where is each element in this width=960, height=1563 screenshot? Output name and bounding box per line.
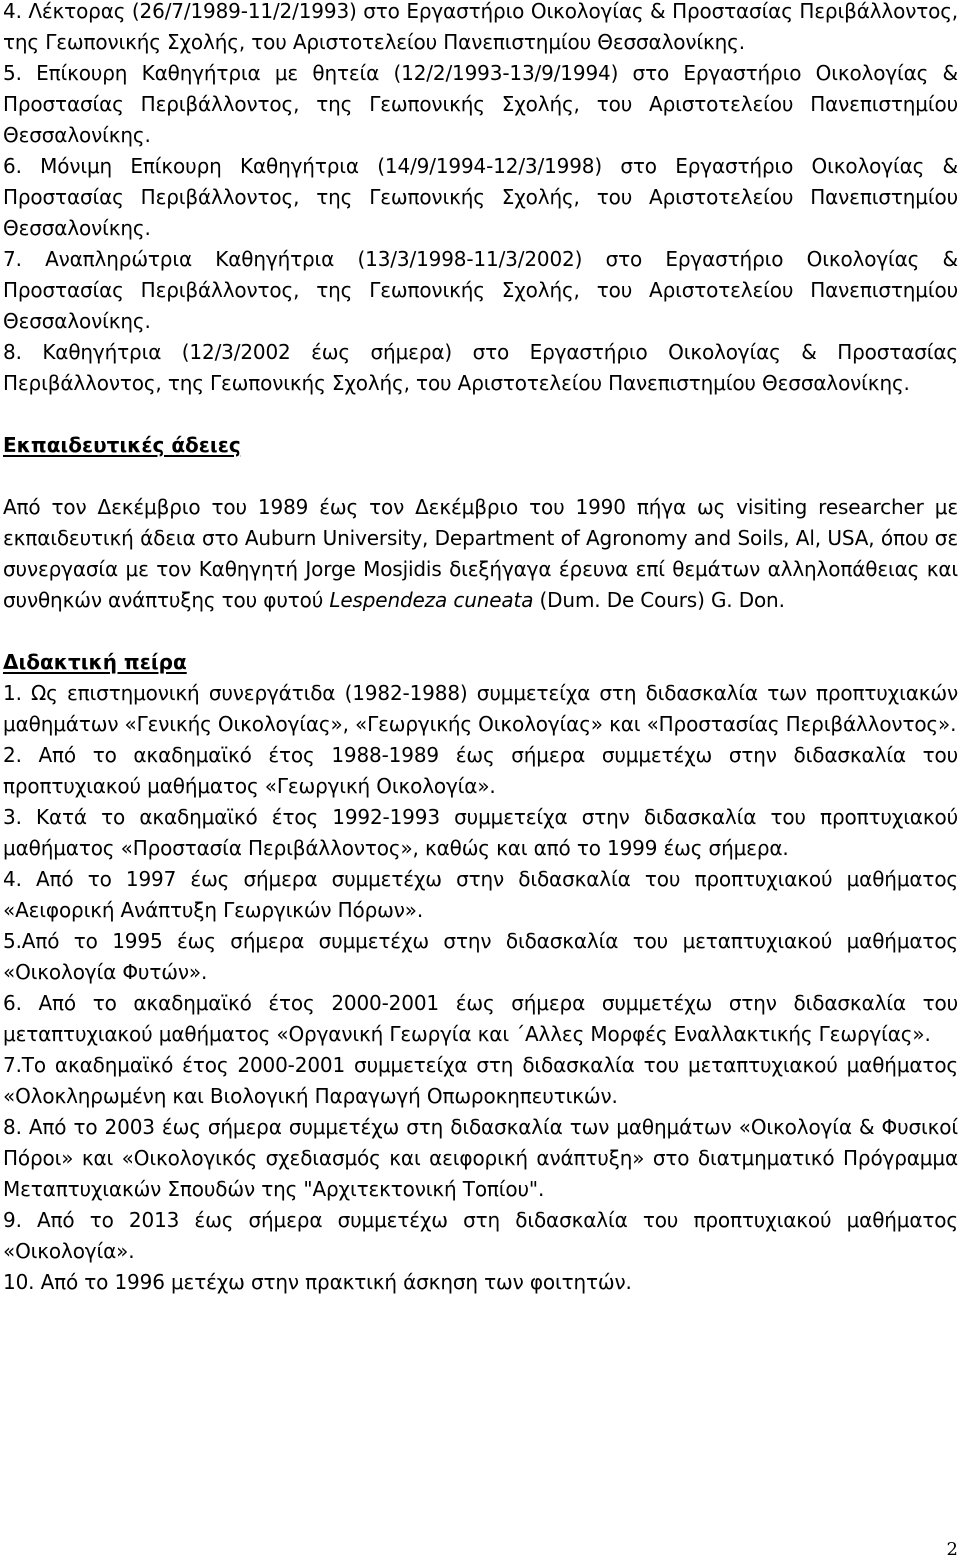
career-item: 5. Επίκουρη Καθηγήτρια με θητεία (12/2/1993-13/9/1994) στο Εργαστήριο Οικολογίας & Προστασίας Περιβάλλοντος, της Γεωπονικής Σχολής, του Αριστοτελείου Πανεπιστημίου Θεσσαλονίκης. <box>3 61 958 147</box>
teaching-item: 9. Από το 2013 έως σήμερα συμμετέχω στη διδασκαλία του προπτυχιακού μαθήματος «Οικολογία». <box>3 1208 958 1263</box>
document-page <box>3 0 958 1298</box>
career-item: 8. Καθηγήτρια (12/3/2002 έως σήμερα) στο Εργαστήριο Οικολογίας & Προστασίας Περιβάλλοντος, της Γεωπονικής Σχολής, του Αριστοτελείου Πανεπιστημίου Θεσσαλονίκης. <box>3 340 958 395</box>
teaching-item: 6. Από το ακαδημαϊκό έτος 2000-2001 έως σήμερα συμμετέχω στην διδασκαλία του μεταπτυχιακού μαθήματος «Οργανική Γεωργία και ΄Αλλες Μορφές Εναλλακτικής Γεωργίας». <box>3 991 958 1046</box>
teaching-item: 5.Από το 1995 έως σήμερα συμμετέχω στην διδασκαλία του μεταπτυχιακού μαθήματος «Οικολογία Φυτών». <box>3 929 958 984</box>
teaching-item: 1. Ως επιστημονική συνεργάτιδα (1982-1988) συμμετείχα στη διδασκαλία των προπτυχιακών μαθημάτων «Γενικής Οικολογίας», «Γεωργικής Οικολογίας» και «Προστασίας Περιβάλλοντος». <box>3 681 958 736</box>
leave-text-before: Από τον Δεκέμβριο του 1989 έως τον Δεκέμβριο του 1990 πήγα ως visiting researcher με εκπαιδευτική άδεια στο Auburn University, Department of Agronomy and Soils, Al, USA, όπου σε συνεργασία με τον Καθηγητή Jorge Mosjidis διεξήγαγα έρευνα επί θεμάτων αλληλοπάθειας και συνθηκών ανάπτυξης του φυτού <box>3 495 958 612</box>
career-list <box>3 0 958 399</box>
page-number: 2 <box>946 1539 958 1560</box>
teaching-list <box>3 678 958 1298</box>
leave-text-after: (Dum. De Cours) G. Don. <box>533 588 785 612</box>
career-item: 7. Αναπληρώτρια Καθηγήτρια (13/3/1998-11/3/2002) στο Εργαστήριο Οικολογίας & Προστασίας Περιβάλλοντος, της Γεωπονικής Σχολής, του Αριστοτελείου Πανεπιστημίου Θεσσαλονίκης. <box>3 247 958 333</box>
teaching-item: 10. Από το 1996 μετέχω στην πρακτική άσκηση των φοιτητών. <box>3 1270 632 1294</box>
career-item: 6. Μόνιμη Επίκουρη Καθηγήτρια (14/9/1994-12/3/1998) στο Εργαστήριο Οικολογίας & Προστασίας Περιβάλλοντος, της Γεωπονικής Σχολής, του Αριστοτελείου Πανεπιστημίου Θεσσαλονίκης. <box>3 154 958 240</box>
career-item: 4. Λέκτορας (26/7/1989-11/2/1993) στο Εργαστήριο Οικολογίας & Προστασίας Περιβάλλοντος, της Γεωπονικής Σχολής, του Αριστοτελείου Πανεπιστημίου Θεσσαλονίκης. <box>3 0 958 54</box>
teaching-item: 4. Από το 1997 έως σήμερα συμμετέχω στην διδασκαλία του προπτυχιακού μαθήματος «Αειφορική Ανάπτυξη Γεωργικών Πόρων». <box>3 867 958 922</box>
teaching-item: 8. Από το 2003 έως σήμερα συμμετέχω στη διδασκαλία των μαθημάτων «Οικολογία & Φυσικοί Πόροι» και «Οικολογικός σχεδιασμός και αειφορική ανάπτυξη» στο διατμηματικό Πρόγραμμα Μεταπτυχιακών Σπουδών της "Αρχιτεκτονική Τοπίου". <box>3 1115 958 1201</box>
teaching-item: 2. Από το ακαδημαϊκό έτος 1988-1989 έως σήμερα συμμετέχω στην διδασκαλία του προπτυχιακού μαθήματος «Γεωργική Οικολογία». <box>3 743 958 798</box>
leave-species-name: Lespendeza cuneata <box>329 588 534 612</box>
educational-leave-heading: Εκπαιδευτικές άδειες <box>3 433 241 457</box>
teaching-item: 3. Κατά το ακαδημαϊκό έτος 1992-1993 συμμετείχα στην διδασκαλία του προπτυχιακού μαθήματος «Προστασία Περιβάλλοντος», καθώς και από το 1999 έως σήμερα. <box>3 805 958 860</box>
teaching-item: 7.Το ακαδημαϊκό έτος 2000-2001 συμμετείχα στη διδασκαλία του μεταπτυχιακού μαθήματος «Ολοκληρωμένη και Βιολογική Παραγωγή Οπωροκηπευτικών. <box>3 1053 958 1108</box>
educational-leave-paragraph <box>3 492 958 616</box>
teaching-experience-heading: Διδακτική πείρα <box>3 650 187 674</box>
